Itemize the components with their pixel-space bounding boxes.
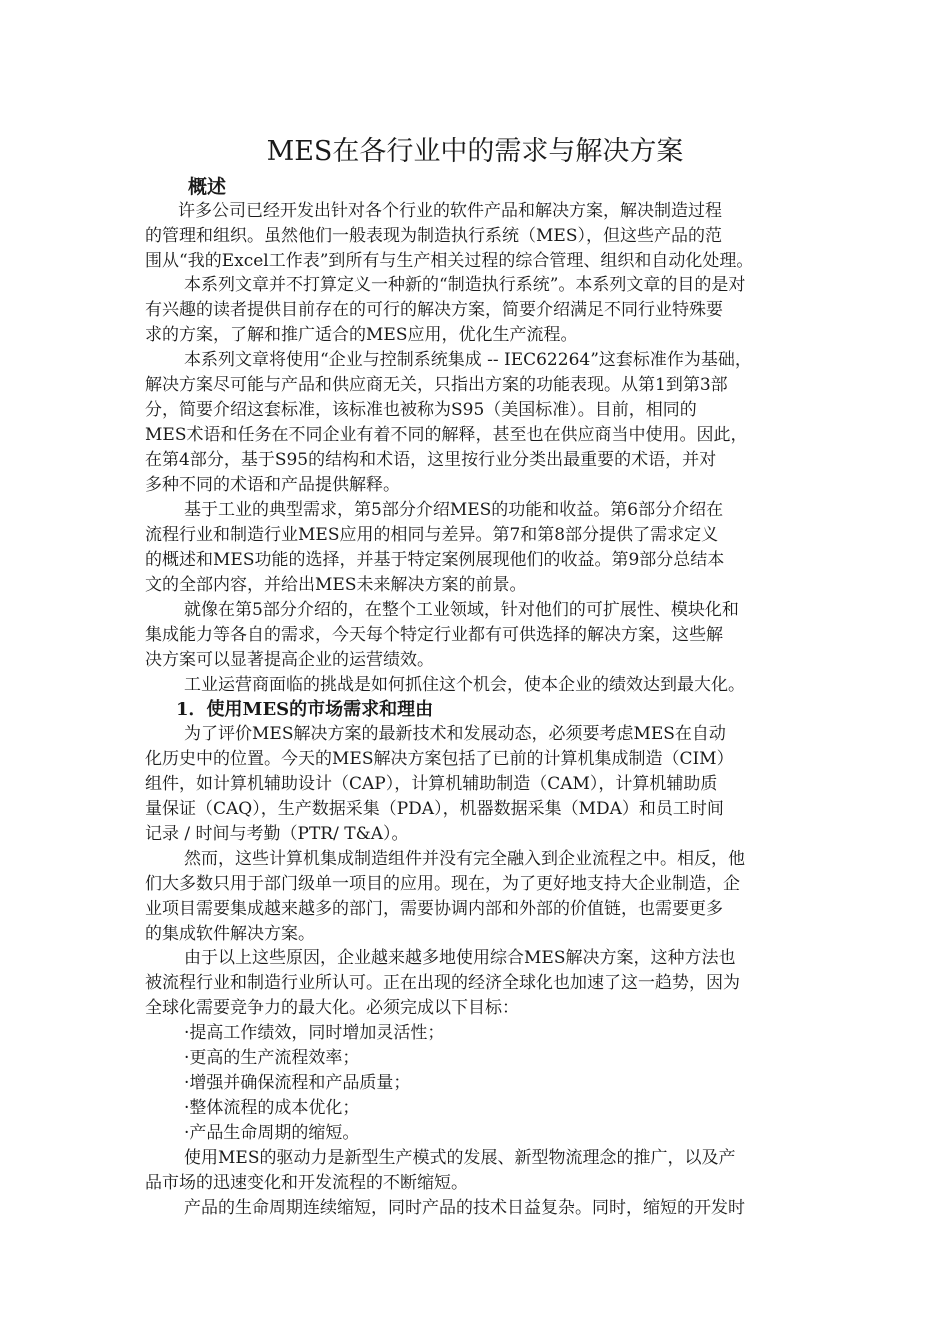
bullet-item: ·整体流程的成本优化；: [184, 1098, 360, 1118]
body-line: 由于以上这些原因，企业越来越多地使用综合MES解决方案，这种方法也: [184, 948, 736, 968]
body-line: 的集成软件解决方案。: [145, 924, 315, 944]
section-heading: 1．使用MES的市场需求和理由: [176, 699, 434, 720]
body-line: 就像在第5部分介绍的，在整个工业领域，针对他们的可扩展性、模块化和: [184, 600, 739, 620]
body-line: 许多公司已经开发出针对各个行业的软件产品和解决方案，解决制造过程: [178, 201, 722, 221]
body-line: 求的方案，了解和推广适合的MES应用，优化生产流程。: [145, 325, 578, 345]
body-line: 本系列文章将使用“企业与控制系统集成 -- IEC62264”这套标准作为基础，: [184, 350, 752, 370]
body-line: 们大多数只用于部门级单一项目的应用。现在，为了更好地支持大企业制造，企: [145, 874, 740, 894]
bullet-item: ·增强并确保流程和产品质量；: [184, 1073, 411, 1093]
body-line: 量保证（CAQ），生产数据采集（PDA），机器数据采集（MDA）和员工时间: [145, 799, 724, 819]
body-line: 被流程行业和制造行业所认可。正在出现的经济全球化也加速了这一趋势，因为: [145, 973, 740, 993]
body-line: 集成能力等各自的需求，今天每个特定行业都有可供选择的解决方案，这些解: [145, 625, 723, 645]
body-line: 的管理和组织。虽然他们一般表现为制造执行系统（MES），但这些产品的范: [145, 226, 722, 246]
body-line: MES术语和任务在不同企业有着不同的解释，甚至也在供应商当中使用。因此，: [145, 425, 748, 445]
document-title: MES在各行业中的需求与解决方案: [266, 136, 684, 167]
body-line: 的概述和MES功能的选择，并基于特定案例展现他们的收益。第9部分总结本: [145, 550, 725, 570]
body-line: 为了评价MES解决方案的最新技术和发展动态，必须要考虑MES在自动: [184, 724, 726, 744]
bullet-item: ·提高工作绩效，同时增加灵活性；: [184, 1023, 445, 1043]
body-line: 决方案可以显著提高企业的运营绩效。: [145, 650, 434, 670]
body-line: 本系列文章并不打算定义一种新的“制造执行系统”。本系列文章的目的是对: [184, 275, 746, 295]
body-line: 产品的生命周期连续缩短，同时产品的技术日益复杂。同时，缩短的开发时: [184, 1198, 745, 1218]
body-line: 围从“我的Excel工作表”到所有与生产相关过程的综合管理、组织和自动化处理。: [145, 251, 754, 271]
body-line: 有兴趣的读者提供目前存在的可行的解决方案，简要介绍满足不同行业特殊要: [145, 300, 723, 320]
body-line: 基于工业的典型需求，第5部分介绍MES的功能和收益。第6部分介绍在: [184, 500, 724, 520]
body-line: 化历史中的位置。今天的MES解决方案包括了已前的计算机集成制造（CIM）: [145, 749, 734, 769]
bullet-item: ·更高的生产流程效率；: [184, 1048, 360, 1068]
body-line: 在第4部分，基于S95的结构和术语，这里按行业分类出最重要的术语，并对: [145, 450, 717, 470]
body-line: 组件，如计算机辅助设计（CAP），计算机辅助制造（CAM），计算机辅助质: [145, 774, 718, 794]
body-line: 品市场的迅速变化和开发流程的不断缩短。: [145, 1173, 468, 1193]
body-line: 然而，这些计算机集成制造组件并没有完全融入到企业流程之中。相反，他: [184, 849, 745, 869]
body-line: 业项目需要集成越来越多的部门，需要协调内部和外部的价值链，也需要更多: [145, 899, 723, 919]
bullet-item: ·产品生命周期的缩短。: [184, 1123, 360, 1143]
body-line: 流程行业和制造行业MES应用的相同与差异。第7和第8部分提供了需求定义: [145, 525, 719, 545]
overview-heading: 概述: [188, 176, 227, 198]
body-line: 解决方案尽可能与产品和供应商无关，只指出方案的功能表现。从第1到第3部: [145, 375, 728, 395]
body-line: 文的全部内容，并给出MES未来解决方案的前景。: [145, 575, 527, 595]
body-line: 全球化需要竞争力的最大化。必须完成以下目标：: [145, 998, 519, 1018]
body-line: 使用MES的驱动力是新型生产模式的发展、新型物流理念的推广，以及产: [184, 1148, 736, 1168]
body-line: 工业运营商面临的挑战是如何抓住这个机会，使本企业的绩效达到最大化。: [184, 675, 745, 695]
body-line: 多种不同的术语和产品提供解释。: [145, 475, 400, 495]
body-line: 分，简要介绍这套标准，该标准也被称为S95（美国标准）。目前，相同的: [145, 400, 697, 420]
body-line: 记录 / 时间与考勤（PTR/ T&A）。: [145, 824, 409, 844]
